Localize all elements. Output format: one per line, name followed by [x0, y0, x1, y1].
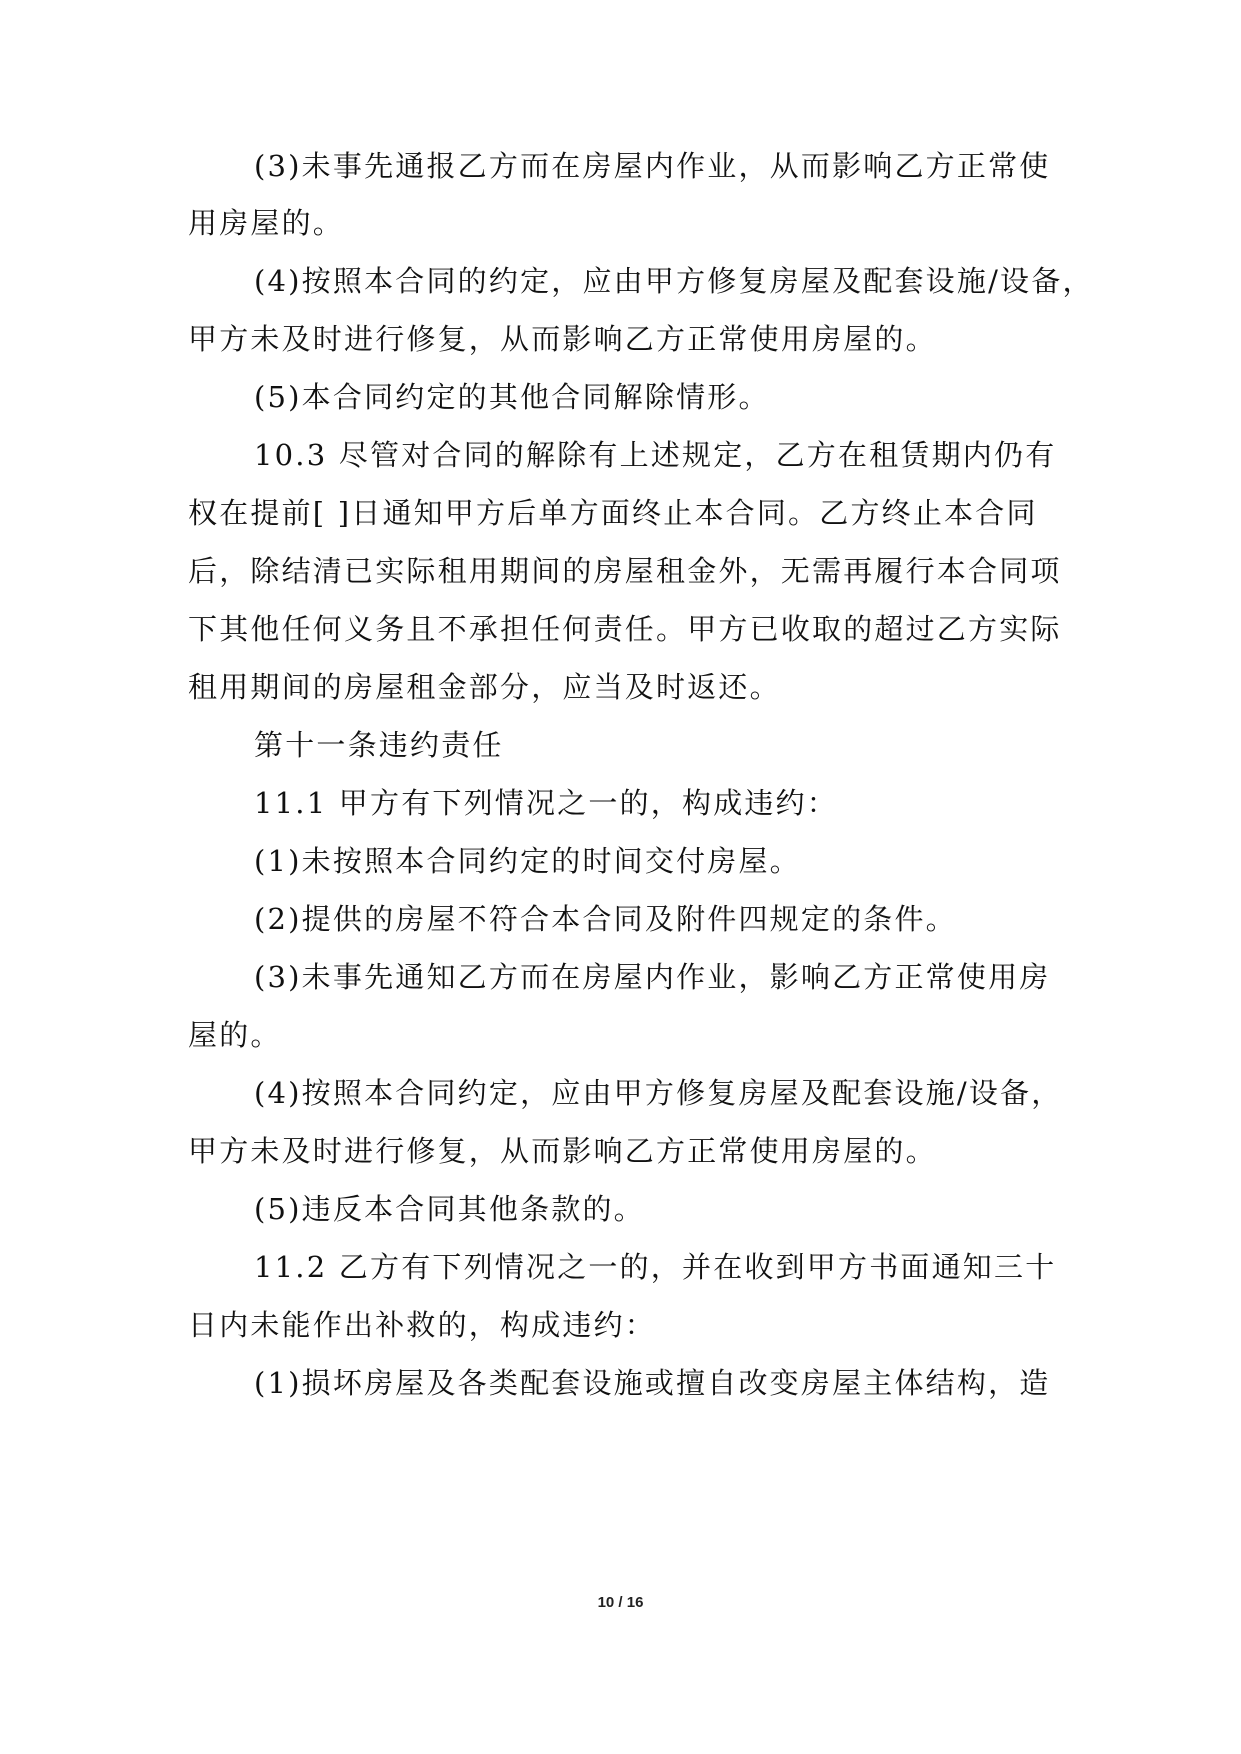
page-number: 10 / 16	[597, 1594, 644, 1611]
paragraph-line: 下其他任何义务且不承担任何责任。甲方已收取的超过乙方实际	[188, 612, 1062, 646]
paragraph-line: (5)本合同约定的其他合同解除情形。	[254, 380, 770, 414]
paragraph-line: 11.2 乙方有下列情况之一的，并在收到甲方书面通知三十	[254, 1250, 1057, 1284]
paragraph-line: (1)未按照本合同约定的时间交付房屋。	[254, 844, 801, 878]
paragraph-line: 11.1 甲方有下列情况之一的，构成违约：	[254, 786, 838, 820]
paragraph-line: 屋的。	[188, 1018, 282, 1052]
paragraph-line: 权在提前[ ]日通知甲方后单方面终止本合同。乙方终止本合同	[188, 496, 1038, 530]
paragraph-line: (4)按照本合同的约定，应由甲方修复房屋及配套设施/设备，	[254, 264, 1094, 298]
paragraph-line: (4)按照本合同约定，应由甲方修复房屋及配套设施/设备，	[254, 1076, 1063, 1110]
section-heading: 第十一条违约责任	[254, 728, 504, 762]
paragraph-line: (3)未事先通报乙方而在房屋内作业，从而影响乙方正常使	[254, 149, 1051, 183]
paragraph-line: 用房屋的。	[188, 206, 345, 240]
paragraph-line: 租用期间的房屋租金部分，应当及时返还。	[188, 670, 781, 704]
paragraph-line: (1)损坏房屋及各类配套设施或擅自改变房屋主体结构，造	[254, 1366, 1051, 1400]
paragraph-line: 日内未能作出补救的，构成违约：	[188, 1308, 657, 1342]
paragraph-line: 10.3 尽管对合同的解除有上述规定，乙方在租赁期内仍有	[254, 438, 1057, 472]
paragraph-line: 甲方未及时进行修复，从而影响乙方正常使用房屋的。	[188, 1134, 937, 1168]
paragraph-line: 后，除结清已实际租用期间的房屋租金外，无需再履行本合同项	[188, 554, 1062, 588]
paragraph-line: (2)提供的房屋不符合本合同及附件四规定的条件。	[254, 902, 957, 936]
paragraph-line: 甲方未及时进行修复，从而影响乙方正常使用房屋的。	[188, 322, 937, 356]
paragraph-line: (3)未事先通知乙方而在房屋内作业，影响乙方正常使用房	[254, 960, 1051, 994]
paragraph-line: (5)违反本合同其他条款的。	[254, 1192, 645, 1226]
